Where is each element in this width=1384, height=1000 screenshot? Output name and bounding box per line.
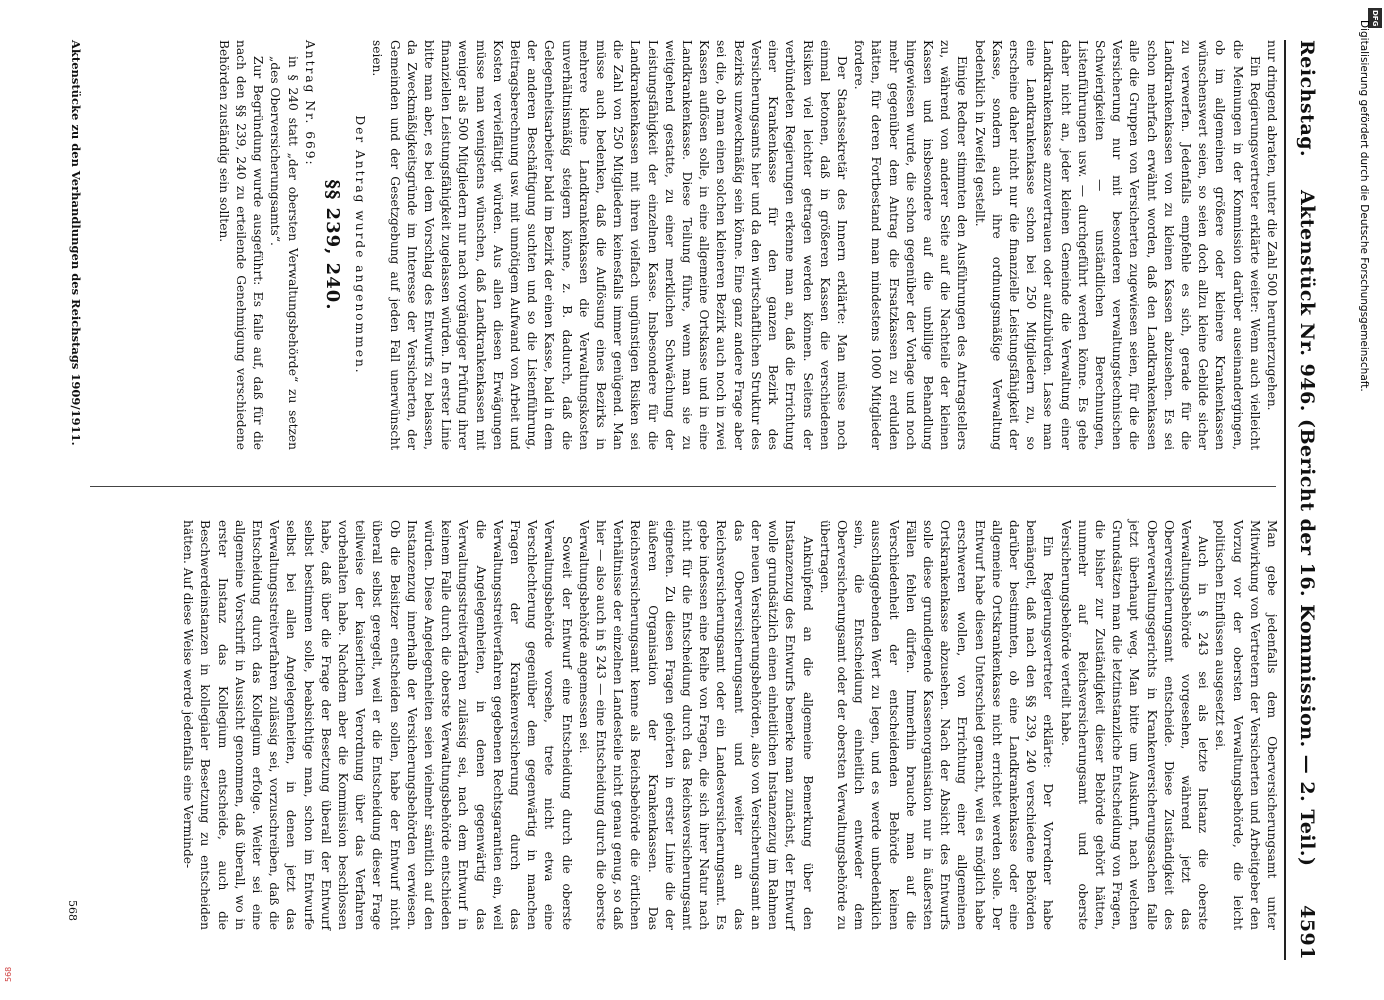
paragraph: Anknüpfend an die allgemeine Bemerkung über den Instanzenzug des Entwurfs bemerke man zunächst, der Entwurf wolle grundsätzlich einen einheitlichen Instanzenzug im Rahmen der neuen Versicherungsbehörden, also von Versicherungsamt an das Oberversicherungsamt und weiter an das Reichsversicherungsamt oder ein Landesversicherungsamt. Es gebe indessen eine Reihe von Fragen, die sich ihrer Natur nach nicht für die Entscheidung durch das Reichsversicherungsamt eigneten. Zu diesen Fragen gehörten in erster Linie die der äußeren Organisation der Krankenkassen. Das Reichsversicherungsamt kenne als Reichsbehörde die örtlichen Verhältnisse der einzelnen Landesteile nicht genau genug, so daß hier — also auch in § 243 — eine Entscheidung durch die oberste Verwaltungsbehörde angemessen sei. xyxy=(576,520,815,930)
paragraph: Auch in § 243 sei als letzte Instanz die oberste Verwaltungsbehörde vorgesehen, während jetzt das Oberversicherungsamt entscheide. Diese Zuständigkeit des Oberverwaltungsgerichts in Krankenversicherungssachen falle jetzt überhaupt weg. Man bitte um Auskunft, nach welchen Grundsätzen man die letztinstanzliche Entscheidung von Fragen, die bisher zur Zuständigkeit dieser Behörde gehört hätten, nunmehr auf Reichsversicherungsamt und oberste Versicherungsbehörde verteilt habe. xyxy=(1058,520,1211,930)
header-rule xyxy=(1284,40,1286,960)
paragraph: Ein Regierungsvertreter erklärte weiter: Wenn auch vielleicht die Meinungen in der Kommission darüber auseinandergingen, ob im allgemeinen größere oder kleinere Krankenkassen wünschenswert seien, so seien doch allzu kleine Gebilde sicher zu verwerfen. Jedenfalls empfehle es sich, gerade für die Landkrankenkassen von zu kleinen Kassen abzusehen. Es sei schon mehrfach erwähnt worden, daß den Landkrankenkassen alle die Gruppen von Versicherten zugewiesen seien, für die die Versicherung nur mit besonderen verwaltungstechnischen Schwierigkeiten — unständlichen Berechnungen, Listenführungen usw. — durchgeführt werden könne. Es gehe daher nicht an, jeder kleinen Gemeinde die Verwaltung einer Landkrankenkasse anzuvertrauen oder aufzubürden. Lasse man eine Landkrankenkasse schon bei 250 Mitgliedern zu, so erscheine daher nicht nur die finanzielle Leistungsfähigkeit der Kasse, sondern auch ihre ordnungsmäßige Verwaltung bedenklich in Zweifel gestellt. xyxy=(972,40,1262,450)
left-column xyxy=(84,40,1280,450)
header-title: Aktenstück Nr. 946. (Bericht der 16. Kommission. — 2. Teil.) xyxy=(1296,190,1318,867)
paragraph: Der Staatssekretär des Innern erklärte: Man müsse noch einmal betonen, daß in größeren Kassen die verschiedenen Risiken viel leichter getragen werden können. Seitens der verbündeten Regierungen erkenne man an, daß die Errichtung einer Krankenkasse für den ganzen Bezirk des Versicherungsamts hier und da den wirtschaftlichen Struktur des Bezirks unzweckmäßig sein könne. Eine ganz andere Frage aber sei die, ob man einen solchen kleineren Bezirk auch noch in zwei Kassen auflösen solle, in eine allgemeine Ortskasse und in eine Landkrankenkasse. Diese Teilung führe, wenn man sie zu weitgehend gestatte, zu einer merklichen Schwächung der Leistungsfähigkeit der einzelnen Kasse. Insbesondere für die Landkrankenkassen mit ihren vielfach ungünstigen Risiken sei die Zahl von 250 Mitgliedern keinesfalls immer genügend. Man müsse auch bedenken, daß die Auflösung eines Bezirks in mehrere kleine Landkrankenkassen die Verwaltungskosten unverhältnismäßig steigern könne, z. B. dadurch, daß die Gelegenheitsarbeiter bald im Bezirk der einen Kasse, bald in dem der anderen Beschäftigung suchten und so die Listenführung, Beitragsberechnung usw. mit unnötigem Aufwand von Arbeit und Kosten vervielfältigt würden. Aus allen diesen Erwägungen müsse man wenigstens wünschen, daß Landkrankenkassen mit weniger als 500 Mitgliedern nur nach vorgängiger Prüfung ihrer finanziellen Leistungsfähigkeit zugelassen würden. In erster Linie bitte man aber, es bei dem Vorschlag des Entwurfs zu belassen, da Zweckmäßigkeitsgründe im Interesse der Versicherten, der Gemeinden und der Gesetzgebung auf jeden Fall unerwünscht seien. xyxy=(370,40,849,450)
motion-text: in § 240 statt „der obersten Verwaltungsbehörde“ zu setzen „des Oberversicherungsamts“. xyxy=(268,56,300,450)
paragraph: Ein Regierungsvertreter erklärte: Der Vorredner habe bemängelt, daß nach den §§ 239, 240 verschiedene Behörden darüber bestimmten, ob eine Landkrankenkasse oder eine allgemeine Ortskrankenkasse nicht errichtet werden solle. Der Entwurf habe diesen Unterschied gemacht, weil es möglich habe erschweren wollen, von Errichtung einer allgemeinen Ortskrankenkasse abzusehen. Nach der Absicht des Entwurfs solle diese grundlegende Kassenorganisation nur in äußersten Fällen fehlen dürfen. Immerhin brauche man auf die Verschiedenheit der entscheidenden Behörde keinen ausschlaggebenden Wert zu legen, und es werde unbedenklich sein, die Entscheidung einheitlich entweder dem Oberversicherungsamt oder der obersten Verwaltungsbehörde zu übertragen. xyxy=(817,520,1056,930)
footer-note: Aktenstücke zu den Verhandlungen des Reichstags 1909/1911. xyxy=(69,40,83,446)
section-heading: §§ 239, 240. xyxy=(322,179,344,311)
column-divider xyxy=(90,486,1276,487)
motion-reason: Zur Begründung wurde ausgeführt: Es falle auf, daß für die nach den §§ 239, 240 zu erteilende Genehmigung verschiedene Behörden zuständig sein sollten. xyxy=(216,40,266,450)
corner-id: 568 xyxy=(4,966,13,982)
paragraph-result: Der Antrag wurde angenommen. xyxy=(353,115,368,375)
page-header xyxy=(1284,40,1324,960)
logo-text: DFG xyxy=(1371,10,1379,27)
paragraph: Soweit der Entwurf eine Entscheidung durch die oberste Verwaltungsbehörde vorsehe, trete nicht etwa eine Verschlechterung gegenüber dem gegenwärtig in manchen Fragen der Krankenversicherung durch das Verwaltungsstreitverfahren gegebenen Rechtsgarantien ein, weil die Angelegenheiten, in denen gegenwärtig das Verwaltungsstreitverfahren zulässig sei, nach dem Entwurf in keinem Falle durch die oberste Verwaltungsbehörde entschieden würden. Diese Angelegenheiten seien vielmehr sämtlich auf den Instanzenzug innerhalb der Versicherungsbehörden verwiesen. Ob die Beisitzer entscheiden sollen, habe der Entwurf nicht überall selbst geregelt, weil er die Entscheidung dieser Frage teilweise der kaiserlichen Verordnung über das Verfahren vorbehalten habe. Nachdem aber die Kommission beschlossen habe, daß über die Frage der Besetzung überall der Entwurf selbst bestimmen solle, beabsichtige man, schon im Entwurfe selbst bei allen Angelegenheiten, in denen jetzt das Verwaltungsstreitverfahren zulässig sei, vorzuschreiben, daß die Entscheidung durch das Kollegium erfolge. Weiter sei eine allgemeine Vorschrift in Aussicht genommen, daß überall, wo in erster Instanz das Kollegium entscheide, auch die Beschwerdeinstanzen in kollegialer Besetzung zu entscheiden hätten. Auf diese Weise werde jedenfalls eine Verminde- xyxy=(181,520,574,930)
dfg-logo-icon xyxy=(1368,8,1382,28)
page-number: 568 xyxy=(66,900,79,921)
header-page-number: 4591 xyxy=(1296,905,1318,960)
paragraph: Einige Redner stimmten den Ausführungen des Antragstellers zu, während von anderer Seite auf die Nachteile der kleinen Kassen und insbesondere auf die unbillige Behandlung hingewiesen wurde, die schon gegenüber der Vorlage und noch mehr gegenüber dem Antrag die Ersatzkassen zu erdulden hätten, für deren Fortbestand man mindestens 1000 Mitglieder fordere. xyxy=(852,40,970,450)
paragraph: Man gebe jedenfalls dem Oberversicherungsamt unter Mitwirkung von Vertretern der Versicherten und Arbeitgeber den Vorzug vor der obersten Verwaltungsbehörde, die leicht politischen Einflüssen ausgesetzt sei. xyxy=(1213,520,1279,930)
paragraph: nur dringend abraten, unter die Zahl 500 herunterzugehen. xyxy=(1265,40,1279,411)
right-column xyxy=(84,520,1280,930)
header-left: Reichstag. xyxy=(1296,40,1318,158)
motion-title: Antrag Nr. 669: xyxy=(302,40,317,167)
digitization-note: Digitalisierung gefördert durch die Deutsche Forschungsgemeinschaft. xyxy=(1358,20,1370,392)
